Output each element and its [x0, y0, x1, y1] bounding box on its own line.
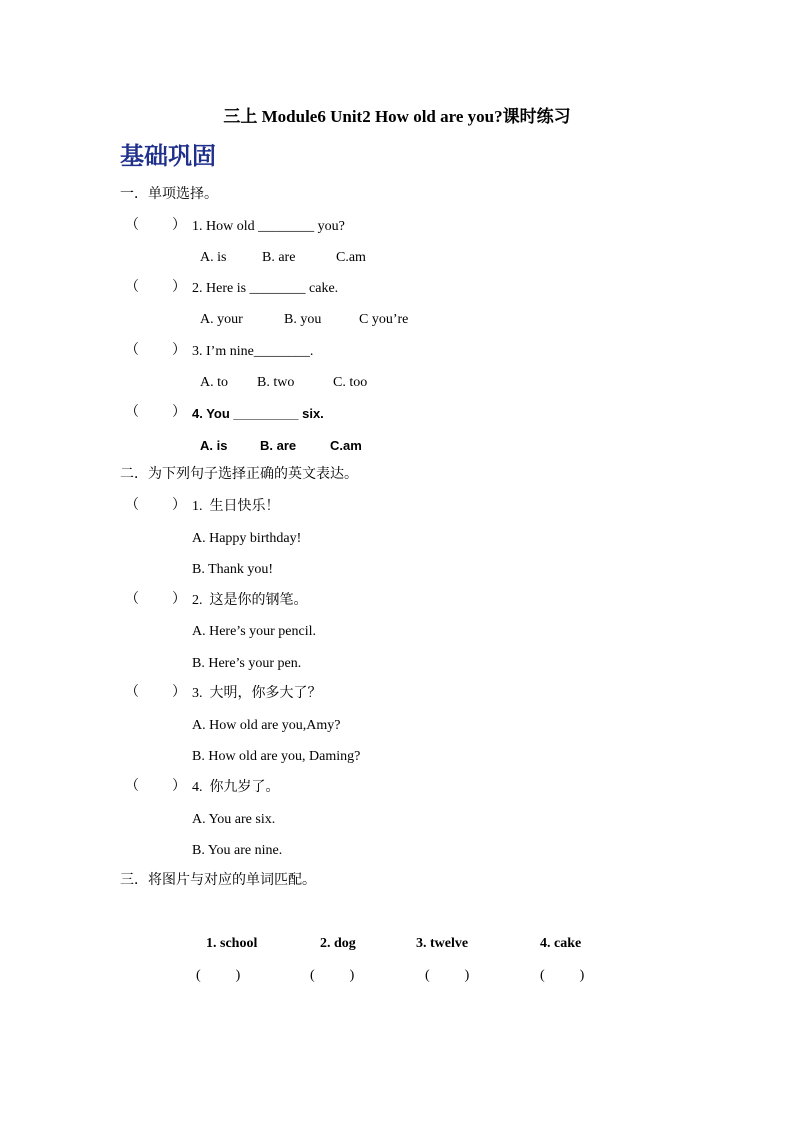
match-word: 2. dog: [320, 936, 356, 951]
question-text: 2. 这是你的钢笔。: [192, 593, 308, 608]
part3-heading: 三．将图片与对应的单词匹配。: [120, 873, 316, 888]
option-a: A. is: [200, 438, 228, 453]
question-text: 3. 大明，你多大了？: [192, 686, 322, 701]
answer-paren-close: ）: [172, 592, 186, 607]
option-b: B. Thank you!: [192, 562, 274, 577]
answer-paren-open: （: [125, 280, 139, 295]
question-text: 1. How old ________ you?: [192, 219, 345, 234]
answer-paren-close: ）: [172, 343, 186, 358]
option-a: A. to: [200, 375, 228, 390]
answer-paren-close: ）: [172, 779, 186, 794]
match-word: 3. twelve: [416, 936, 469, 951]
answer-paren-open: （: [125, 405, 139, 420]
match-blank: ( ): [540, 968, 585, 983]
section-heading: 基础巩固: [120, 144, 216, 170]
option-b: B. are: [262, 250, 296, 265]
option-c: C you’re: [359, 312, 409, 327]
option-a: A. Here’s your pencil.: [192, 624, 317, 639]
option-b: B. two: [257, 375, 295, 390]
answer-paren-open: （: [125, 592, 139, 607]
option-b: B. Here’s your pen.: [192, 656, 302, 671]
answer-paren-open: （: [125, 498, 139, 513]
option-c: C.am: [336, 250, 366, 265]
answer-paren-open: （: [125, 218, 139, 233]
option-a: A. is: [200, 250, 227, 265]
answer-paren-close: ）: [172, 280, 186, 295]
match-word: 1. school: [206, 936, 258, 951]
option-b: B. are: [260, 438, 297, 453]
part2-heading: 二．为下列句子选择正确的英文表达。: [120, 467, 358, 482]
option-a: A. Happy birthday!: [192, 531, 302, 546]
question-text: 4. 你九岁了。: [192, 780, 280, 795]
answer-paren-open: （: [125, 685, 139, 700]
answer-paren-close: ）: [172, 498, 186, 513]
option-b: B. You are nine.: [192, 843, 283, 858]
match-blank: ( ): [425, 968, 470, 983]
page-title: 三上 Module6 Unit2 How old are you?课时练习: [223, 107, 571, 126]
answer-paren-open: （: [125, 343, 139, 358]
option-c: C.am: [330, 438, 362, 453]
question-text: 4. You _________ six.: [192, 406, 324, 421]
answer-paren-close: ）: [172, 405, 186, 420]
option-a: A. How old are you,Amy?: [192, 718, 341, 733]
option-b: B. How old are you, Daming?: [192, 749, 361, 764]
question-text: 1. 生日快乐！: [192, 499, 280, 514]
question-text: 2. Here is ________ cake.: [192, 281, 339, 296]
option-c: C. too: [333, 375, 368, 390]
answer-paren-open: （: [125, 779, 139, 794]
option-b: B. you: [284, 312, 322, 327]
match-blank: ( ): [310, 968, 355, 983]
option-a: A. You are six.: [192, 812, 276, 827]
question-text: 3. I’m nine________.: [192, 344, 314, 359]
match-blank: ( ): [196, 968, 241, 983]
answer-paren-close: ）: [172, 685, 186, 700]
part1-heading: 一．单项选择。: [120, 187, 218, 202]
match-word: 4. cake: [540, 936, 582, 951]
answer-paren-close: ）: [172, 218, 186, 233]
option-a: A. your: [200, 312, 243, 327]
